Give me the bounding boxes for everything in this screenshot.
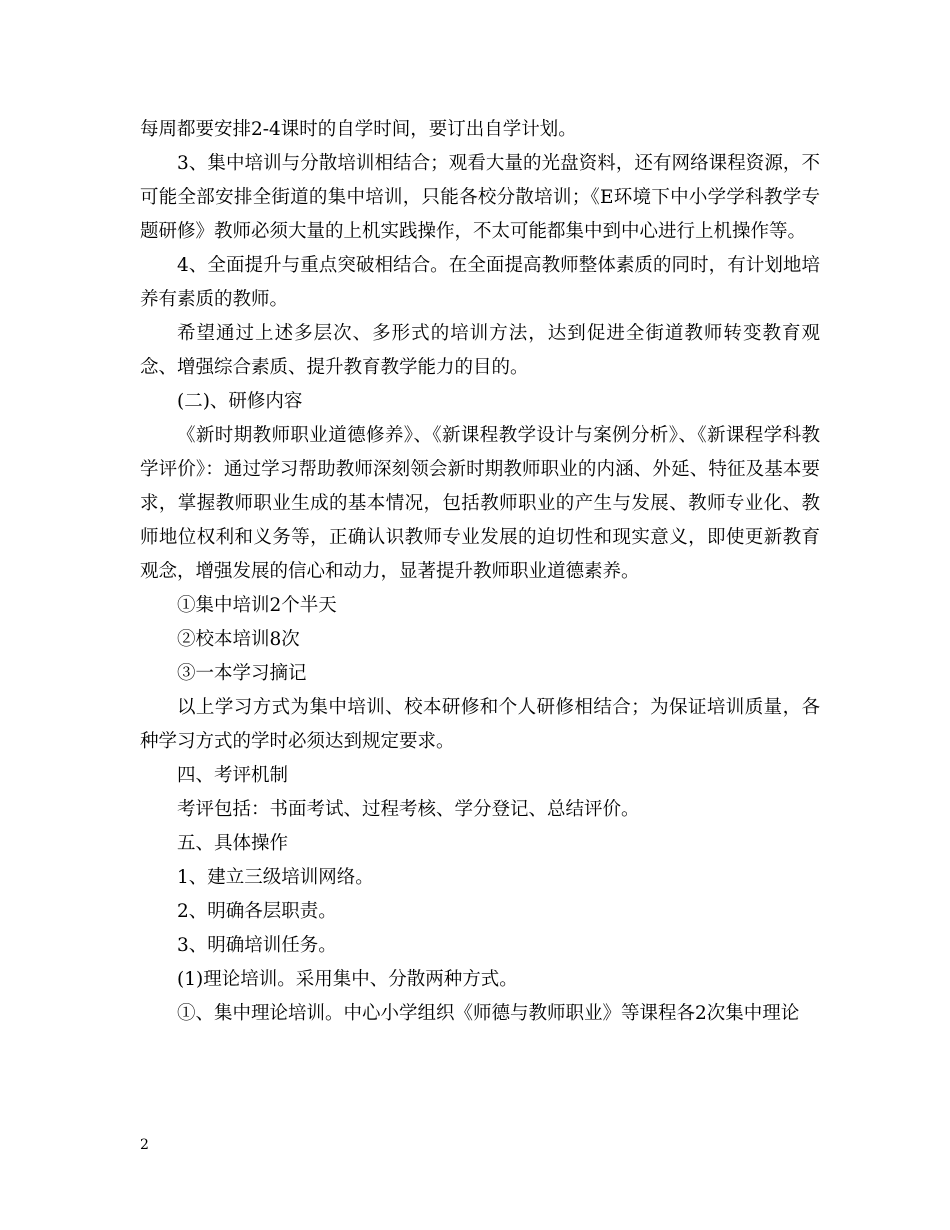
paragraph: (1)理论培训。采用集中、分散两种方式。: [177, 969, 518, 990]
page-number: 2: [140, 1137, 149, 1153]
paragraph: (二)、研修内容: [177, 391, 303, 412]
paragraph: ①集中培训2个半天: [177, 595, 337, 616]
document-body: [140, 113, 820, 1031]
paragraph: 考评包括：书面考试、过程考核、学分登记、总结评价。: [177, 799, 640, 820]
paragraph: 以上学习方式为集中培训、校本研修和个人研修相结合；为保证培训质量，各种学习方式的学时必须达到规定要求。: [140, 697, 820, 752]
paragraph: ①、集中理论培训。中心小学组织《师德与教师职业》等课程各2次集中理论: [177, 1003, 800, 1024]
paragraph: 3、明确培训任务。: [177, 935, 337, 956]
paragraph: 希望通过上述多层次、多形式的培训方法，达到促进全街道教师转变教育观念、增强综合素质、提升教育教学能力的目的。: [140, 323, 820, 378]
paragraph: 五、具体操作: [177, 833, 289, 854]
paragraph: 《新时期教师职业道德修养》、《新课程教学设计与案例分析》、《新课程学科教学评价》：通过学习帮助教师深刻领会新时期教师职业的内涵、外延、特征及基本要求，掌握教师职业生成的基本情况，包括教师职业的产生与发展、教师专业化、教师地位权利和义务等，正确认识教师专业发展的迫切性和现实意义，即使更新教育观念，增强发展的信心和动力，显著提升教师职业道德素养。: [140, 425, 820, 582]
paragraph: 3、集中培训与分散培训相结合；观看大量的光盘资料，还有网络课程资源，不可能全部安排全街道的集中培训，只能各校分散培训；《E环境下中小学学科教学专题研修》教师必须大量的上机实践操作，不太可能都集中到中心进行上机操作等。: [140, 153, 820, 242]
paragraph: 1、建立三级培训网络。: [177, 867, 374, 888]
paragraph: ③一本学习摘记: [177, 663, 307, 684]
paragraph: 4、全面提升与重点突破相结合。在全面提高教师整体素质的同时，有计划地培养有素质的教师。: [140, 255, 820, 310]
paragraph: 2、明确各层职责。: [177, 901, 337, 922]
paragraph: 四、考评机制: [177, 765, 289, 786]
paragraph: ②校本培训8次: [177, 629, 300, 650]
paragraph: 每周都要安排2-4课时的自学时间，要订出自学计划。: [140, 119, 577, 140]
